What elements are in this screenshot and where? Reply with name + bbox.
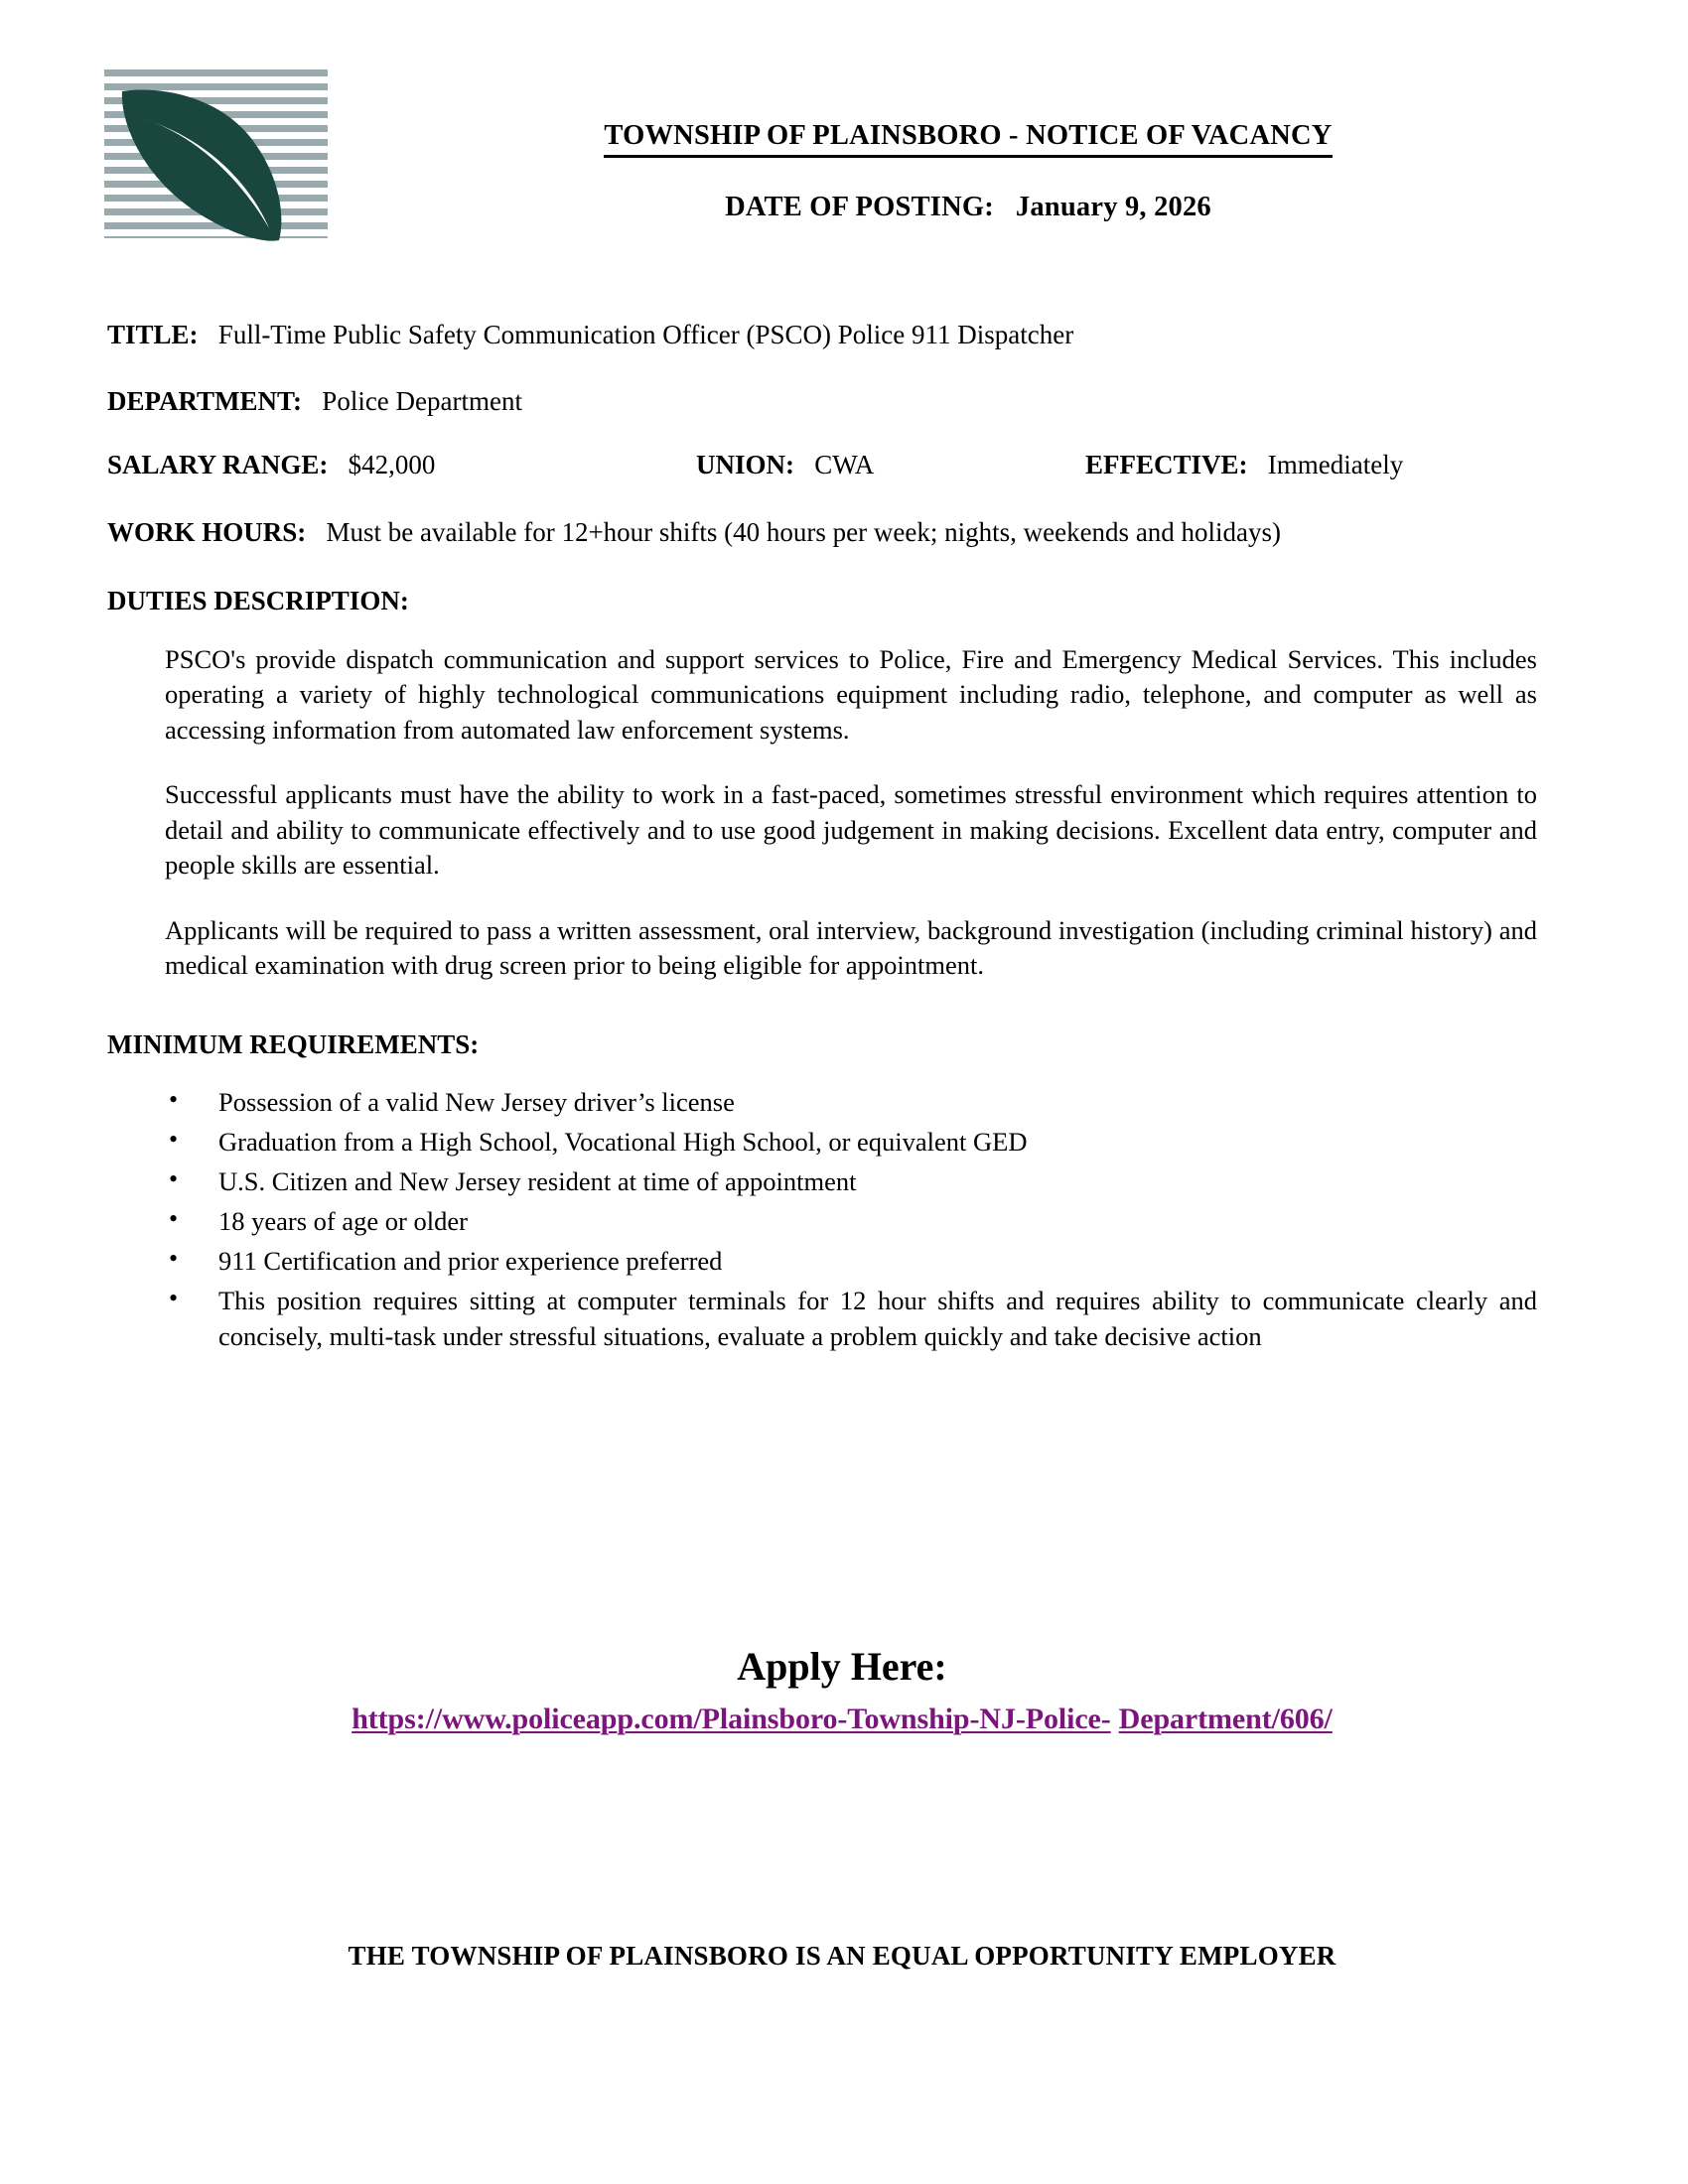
bullet-icon: •	[169, 1243, 179, 1273]
apply-link-part-1[interactable]: https://www.policeapp.com/Plainsboro-Township-NJ-Police-	[352, 1703, 1111, 1735]
field-title	[107, 318, 1577, 352]
apply-section	[107, 1643, 1577, 1736]
union-group	[696, 450, 874, 480]
posting-date-line	[328, 192, 1609, 223]
bullet-icon: •	[169, 1283, 179, 1312]
list-item-text: U.S. Citizen and New Jersey resident at time of appointment	[218, 1165, 857, 1196]
work-hours-label: WORK HOURS:	[107, 517, 307, 548]
title-label: TITLE:	[107, 320, 199, 349]
list-item-text: 911 Certification and prior experience preferred	[218, 1245, 723, 1276]
list-item	[107, 1243, 1537, 1279]
requirements-list	[107, 1084, 1577, 1354]
field-salary-union-effective	[107, 450, 1577, 483]
apply-heading: Apply Here:	[737, 1644, 947, 1689]
field-work-hours	[107, 515, 1577, 550]
department-label: DEPARTMENT:	[107, 385, 303, 416]
apply-link-part-2[interactable]: Department/606/	[1118, 1703, 1333, 1735]
list-item	[107, 1163, 1537, 1199]
bullet-icon: •	[169, 1084, 179, 1114]
document-header	[0, 0, 1688, 228]
list-item-text: This position requires sitting at computer terminals for 12 hour shifts and requires ability to communicate clearly and concisely, multi-task under stressful situations, evaluate a problem quickly and take decisive action	[218, 1285, 1537, 1351]
requirements-heading: MINIMUM REQUIREMENTS:	[107, 1028, 480, 1059]
effective-group	[1085, 450, 1403, 480]
list-item	[107, 1203, 1537, 1239]
township-leaf-logo	[104, 69, 328, 238]
department-value: Police Department	[322, 385, 522, 416]
list-item	[107, 1283, 1537, 1354]
list-item	[107, 1084, 1537, 1120]
duties-paragraph-1: PSCO's provide dispatch communication and support services to Police, Fire and Emergency Medical Services. This includes operating a variety of highly technological communications equipment including radio, telephone, and computer as well as accessing information from automated law enforcement systems.	[165, 643, 1537, 745]
document-body	[107, 318, 1577, 1358]
list-item	[107, 1124, 1537, 1160]
title-value: Full-Time Public Safety Communication Officer (PSCO) Police 911 Dispatcher	[217, 320, 1074, 349]
posting-date-label: DATE OF POSTING:	[725, 192, 994, 223]
page-title: TOWNSHIP OF PLAINSBORO - NOTICE OF VACANCY	[604, 119, 1332, 158]
effective-label: EFFECTIVE:	[1085, 450, 1248, 480]
salary-group	[107, 450, 435, 480]
bullet-icon: •	[169, 1163, 179, 1193]
duties-paragraph-3: Applicants will be required to pass a written assessment, oral interview, background investigation (including criminal history) and medical examination with drug screen prior to being eligible for appointment.	[165, 914, 1537, 981]
salary-label: SALARY RANGE:	[107, 450, 329, 480]
list-item-text: Graduation from a High School, Vocational High School, or equivalent GED	[218, 1126, 1028, 1157]
bullet-icon: •	[169, 1124, 179, 1154]
list-item-text: Possession of a valid New Jersey driver’s license	[218, 1086, 735, 1117]
duties-heading: DUTIES DESCRIPTION:	[107, 585, 409, 615]
union-value: CWA	[814, 450, 875, 480]
work-hours-value: Must be available for 12+hour shifts (40 hours per week; nights, weekends and holidays)	[326, 517, 1282, 548]
duties-paragraph-2: Successful applicants must have the ability to work in a fast-paced, sometimes stressful environment which requires attention to detail and ability to communicate effectively and to use good judgement in making decisions. Excellent data entry, computer and people skills are essential.	[165, 779, 1537, 881]
posting-date-value: January 9, 2026	[1015, 192, 1211, 223]
equal-opportunity-footer: THE TOWNSHIP OF PLAINSBORO IS AN EQUAL OPPORTUNITY EMPLOYER	[348, 1941, 1336, 1971]
header-text-block	[328, 119, 1609, 223]
field-department	[107, 384, 1577, 419]
union-label: UNION:	[696, 450, 794, 480]
list-item-text: 18 years of age or older	[218, 1205, 468, 1236]
apply-link-line[interactable]	[107, 1703, 1577, 1736]
bullet-icon: •	[169, 1203, 179, 1233]
salary-value: $42,000	[348, 450, 436, 480]
effective-value: Immediately	[1267, 450, 1404, 480]
leaf-icon	[104, 69, 328, 243]
